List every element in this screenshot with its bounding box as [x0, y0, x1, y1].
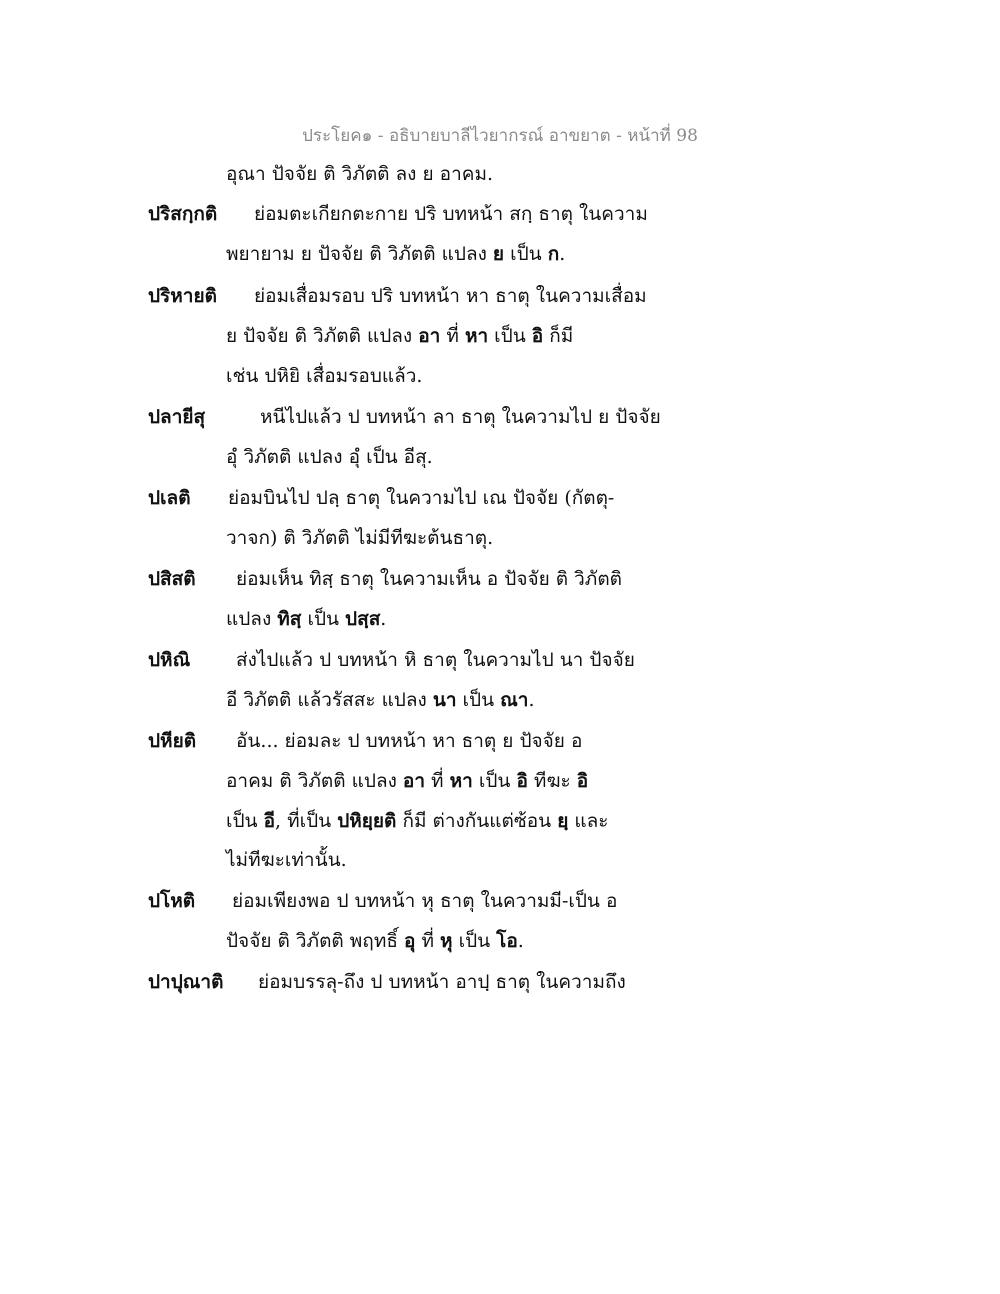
- headword: ปเลติ: [148, 487, 191, 509]
- definition-line: พยายาม ย ปัจจัย ติ วิภัตติ แปลง ย เป็น ก.: [226, 243, 566, 265]
- headword: ปาปุณาติ: [148, 971, 224, 993]
- headword: ปโหติ: [148, 890, 196, 912]
- headword: ปสิสติ: [148, 568, 196, 590]
- definition-line: แปลง ทิสฺ เป็น ปสฺส.: [226, 608, 387, 630]
- definition-line: ส่งไปแล้ว ป บทหน้า หิ ธาตุ ในความไป นา ปัจจัย: [236, 649, 635, 671]
- definition-line: ย ปัจจัย ติ วิภัตติ แปลง อา ที่ หา เป็น อิ ก็มี: [226, 325, 574, 347]
- headword: ปลายีสุ: [148, 406, 206, 428]
- definition-line: อาคม ติ วิภัตติ แปลง อา ที่ หา เป็น อิ ทีฆะ อิ: [226, 770, 589, 792]
- headword: ปริหายติ: [148, 285, 217, 307]
- definition-line: ย่อมบินไป ปลฺ ธาตุ ในความไป เณ ปัจจัย (กัตตุ-: [228, 487, 615, 509]
- page-header: ประโยค๑ - อธิบายบาลีไวยากรณ์ อาขยาต - หน้าที่ 98: [302, 126, 698, 146]
- definition-line: ย่อมเสื่อมรอบ ปริ บทหน้า หา ธาตุ ในความเสื่อม: [254, 285, 647, 307]
- intro-line: อุณา ปัจจัย ติ วิภัตติ ลง ย อาคม.: [226, 163, 494, 185]
- definition-line: อัน... ย่อมละ ป บทหน้า หา ธาตุ ย ปัจจัย อ: [236, 730, 583, 752]
- definition-line: เป็น อี, ที่เป็น ปหิยฺยติ ก็มี ต่างกันแต่ซ้อน ยฺ และ: [226, 810, 609, 832]
- definition-line: ไม่ทีฆะเท่านั้น.: [226, 849, 347, 871]
- definition-line: ย่อมบรรลุ-ถึง ป บทหน้า อาปฺ ธาตุ ในความถึง: [258, 971, 626, 993]
- definition-line: อุํ วิภัตติ แปลง อุํ เป็น อีสุ.: [226, 446, 433, 468]
- headword: ปหิณิ: [148, 649, 191, 671]
- headword: ปหียติ: [148, 730, 197, 752]
- definition-line: ย่อมเพียงพอ ป บทหน้า หุ ธาตุ ในความมี-เป็น อ: [232, 890, 618, 912]
- definition-line: หนีไปแล้ว ป บทหน้า ลา ธาตุ ในความไป ย ปัจจัย: [260, 406, 661, 428]
- definition-line: อี วิภัตติ แล้วรัสสะ แปลง นา เป็น ณา.: [226, 689, 535, 711]
- headword: ปริสกฺกติ: [148, 203, 218, 225]
- definition-line: วาจก) ติ วิภัตติ ไม่มีทีฆะต้นธาตุ.: [226, 527, 494, 549]
- definition-line: ย่อมตะเกียกตะกาย ปริ บทหน้า สกฺ ธาตุ ในความ: [254, 203, 648, 225]
- definition-line: เช่น ปหิยิ เสื่อมรอบแล้ว.: [226, 365, 423, 387]
- definition-line: ย่อมเห็น ทิสฺ ธาตุ ในความเห็น อ ปัจจัย ติ วิภัตติ: [236, 568, 623, 590]
- definition-line: ปัจจัย ติ วิภัตติ พฤทธิ์ อุ ที่ หุ เป็น โอ.: [226, 930, 524, 952]
